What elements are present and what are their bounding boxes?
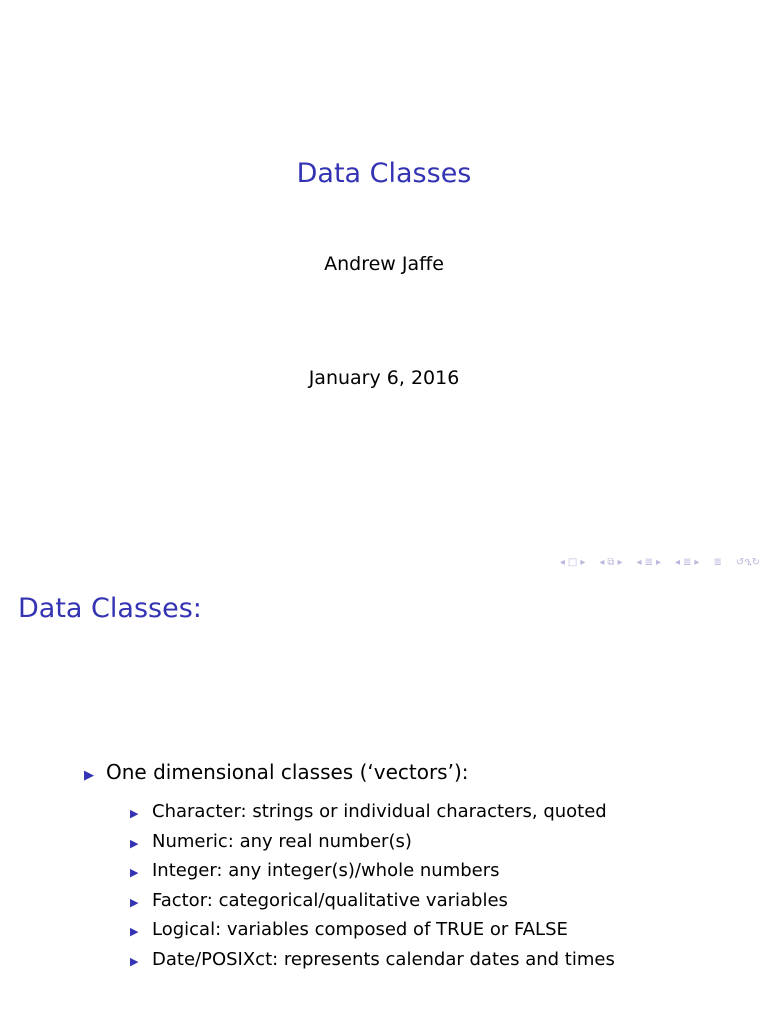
author-name: Andrew Jaffe bbox=[324, 253, 444, 275]
nav-right-arrow-icon[interactable]: ▸ bbox=[694, 556, 700, 568]
triangle-bullet-icon: ▶ bbox=[130, 925, 139, 938]
nav-left-arrow-icon[interactable]: ◂ bbox=[675, 556, 681, 568]
triangle-bullet-icon: ▶ bbox=[130, 866, 139, 879]
nav-section-icon[interactable]: ≣ bbox=[683, 556, 692, 568]
nav-frame-icon[interactable]: □ bbox=[567, 556, 578, 568]
nav-search-icon[interactable]: ↺ዒ↻ bbox=[735, 556, 760, 568]
triangle-bullet-icon: ▶ bbox=[130, 895, 139, 909]
nav-right-arrow-icon[interactable]: ▸ bbox=[655, 556, 661, 568]
sub-bullet-text: Numeric: any real number(s) bbox=[152, 830, 412, 852]
triangle-bullet-icon: ▶ bbox=[130, 954, 139, 968]
nav-subsection-icon[interactable]: ⧉ bbox=[607, 556, 615, 568]
bullet-list bbox=[84, 758, 615, 975]
nav-left-arrow-icon[interactable]: ◂ bbox=[636, 556, 642, 568]
nav-toc-icon[interactable]: ≣ bbox=[713, 556, 722, 568]
list-item bbox=[130, 916, 615, 946]
nav-right-arrow-icon[interactable]: ▸ bbox=[580, 556, 586, 568]
nav-section-icon[interactable]: ≣ bbox=[644, 556, 653, 568]
sub-bullet-text: Integer: any integer(s)/whole numbers bbox=[152, 860, 500, 881]
sub-bullet-text: Factor: categorical/qualitative variables bbox=[152, 889, 508, 911]
triangle-bullet-icon: ▶ bbox=[130, 807, 139, 820]
sub-bullet-text: Logical: variables composed of TRUE or FALSE bbox=[152, 919, 568, 940]
presentation-title: Data Classes bbox=[296, 158, 472, 189]
list-item bbox=[130, 798, 615, 828]
list-item bbox=[130, 828, 615, 858]
nav-left-arrow-icon[interactable]: ◂ bbox=[559, 556, 565, 568]
sub-bullet-list bbox=[130, 798, 615, 975]
list-item bbox=[130, 946, 615, 976]
nav-left-arrow-icon[interactable]: ◂ bbox=[599, 556, 605, 568]
triangle-bullet-icon: ▶ bbox=[130, 836, 139, 850]
triangle-bullet-icon: ▶ bbox=[84, 768, 94, 783]
sub-bullet-text: Character: strings or individual characters, quoted bbox=[152, 801, 607, 822]
list-item bbox=[84, 758, 615, 975]
presentation-date: January 6, 2016 bbox=[308, 367, 460, 389]
bullet-text: One dimensional classes (‘vectors’): bbox=[106, 760, 469, 784]
content-slide bbox=[0, 576, 768, 1024]
frame-title: Data Classes: bbox=[18, 593, 202, 624]
beamer-navigation-bar bbox=[560, 552, 760, 572]
sub-bullet-text: Date/POSIXct: represents calendar dates and times bbox=[152, 948, 615, 970]
list-item bbox=[130, 887, 615, 917]
nav-right-arrow-icon[interactable]: ▸ bbox=[617, 556, 623, 568]
list-item bbox=[130, 857, 615, 887]
